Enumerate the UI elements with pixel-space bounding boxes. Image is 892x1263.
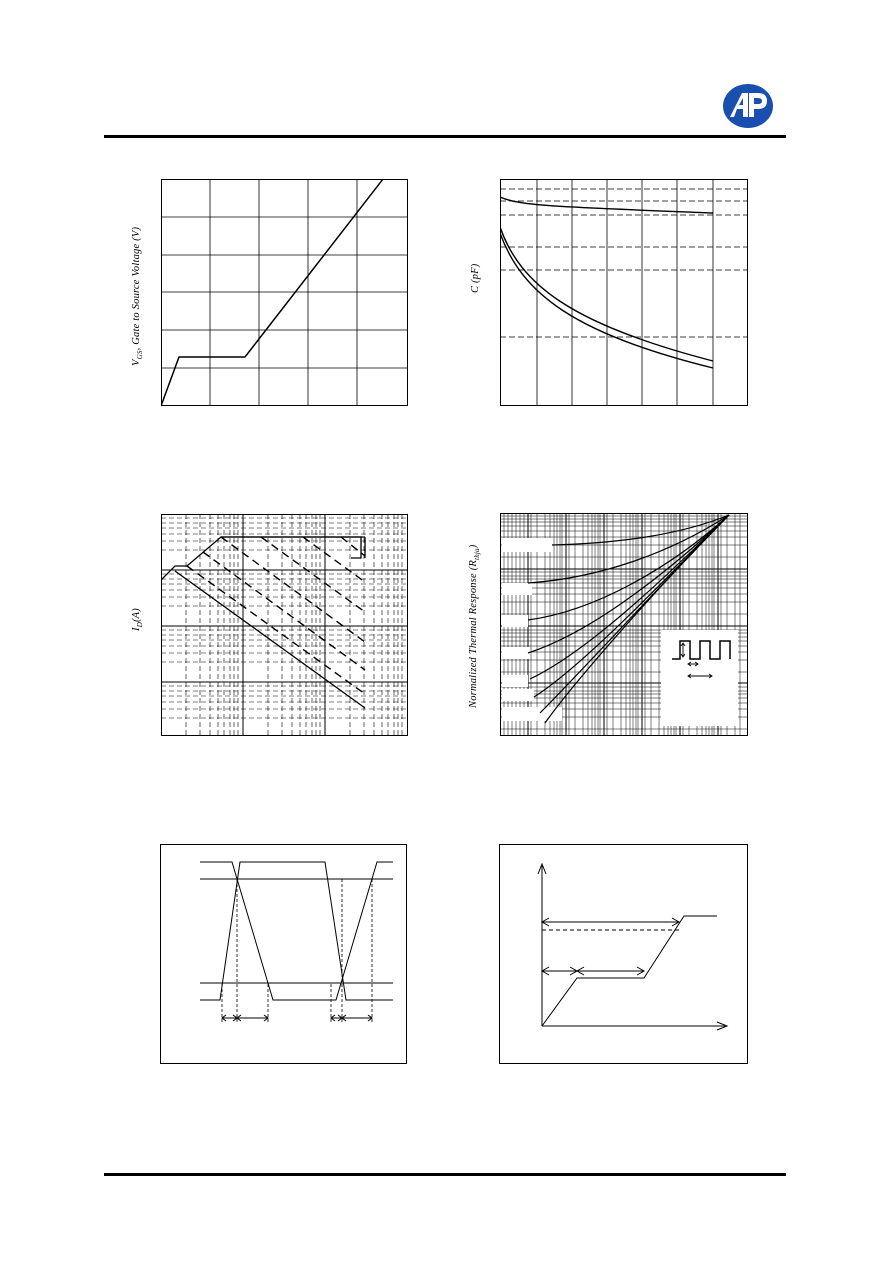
gate-charge-curve <box>161 179 383 406</box>
company-logo <box>722 83 774 129</box>
soa-chart <box>161 514 409 737</box>
footer-rule <box>104 1173 786 1176</box>
header-rule <box>104 135 786 138</box>
crss-curve <box>500 233 713 368</box>
vgs-waveform <box>200 862 393 1000</box>
thermal-chart <box>500 513 748 737</box>
gate-charge-ylabel: $V_{GS}$, Gate to Source Voltage (V) <box>131 226 145 366</box>
switching-waveform-diagram <box>160 844 408 1065</box>
soa-rdson-limit <box>161 537 361 580</box>
thermal-ylabel: Normalized Thermal Response $(R_{thja})$ <box>468 544 482 708</box>
capacitance-ylabel: C (pF) <box>470 263 481 293</box>
vds-waveform <box>200 862 393 1000</box>
soa-ylabel: $I_D(A)$ <box>131 608 145 631</box>
ciss-curve <box>500 197 713 213</box>
gate-charge-waveform-diagram <box>499 844 749 1065</box>
capacitance-chart <box>500 179 749 407</box>
gate-charge-chart <box>161 179 408 407</box>
